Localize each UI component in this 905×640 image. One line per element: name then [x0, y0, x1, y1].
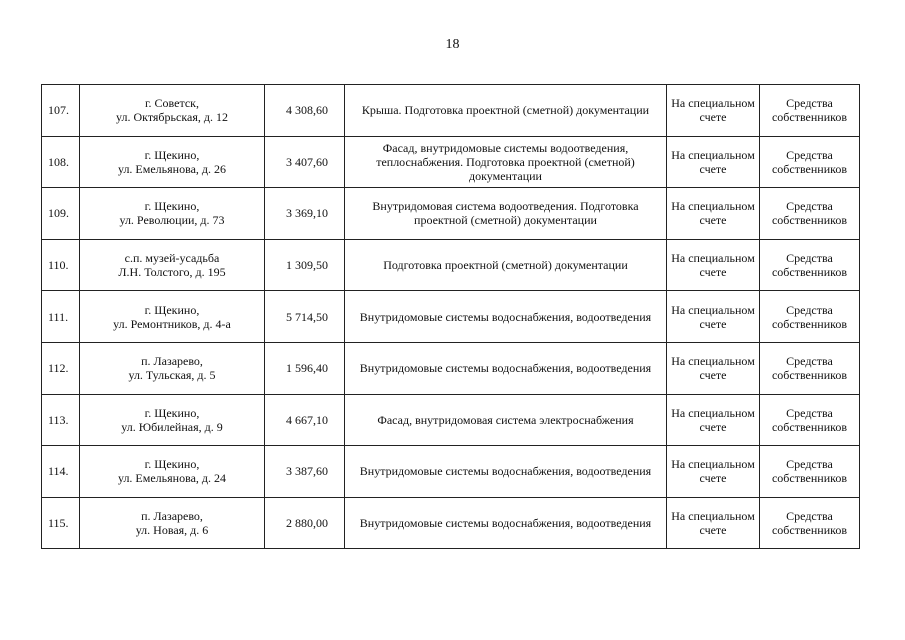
funding-source-cell: Средства собственников [760, 239, 860, 291]
funding-source-cell: Средства собственников [760, 85, 860, 137]
address-locality: г. Щекино, [144, 199, 200, 214]
works-cell: Фасад, внутридомовая система электроснабжения [345, 394, 667, 446]
address-street: ул. Революции, д. 73 [119, 213, 225, 228]
table-row [42, 342, 860, 394]
address-cell [80, 136, 265, 188]
funding-source-cell: Средства собственников [760, 291, 860, 343]
row-number: 108. [42, 136, 80, 188]
address-street: ул. Ремонтников, д. 4-а [113, 316, 231, 331]
address-locality: г. Щекино, [144, 457, 200, 472]
works-cell: Крыша. Подготовка проектной (сметной) документации [345, 85, 667, 137]
row-number: 109. [42, 188, 80, 240]
address-cell [80, 188, 265, 240]
address-street: ул. Юбилейная, д. 9 [121, 419, 223, 434]
address-locality: п. Лазарево, [141, 509, 203, 524]
table-row [42, 497, 860, 549]
address-locality: г. Советск, [144, 96, 200, 111]
address-cell [80, 446, 265, 498]
works-cell: Подготовка проектной (сметной) документации [345, 239, 667, 291]
address-street: ул. Новая, д. 6 [135, 523, 209, 538]
account-cell: На специальном счете [667, 188, 760, 240]
address-locality: г. Щекино, [144, 405, 200, 420]
area-cell: 1 596,40 [265, 342, 345, 394]
area-cell: 4 308,60 [265, 85, 345, 137]
funding-source-cell: Средства собственников [760, 446, 860, 498]
table-row [42, 188, 860, 240]
works-cell: Внутридомовые системы водоснабжения, водоотведения [345, 497, 667, 549]
works-cell: Внутридомовые системы водоснабжения, водоотведения [345, 342, 667, 394]
table-row [42, 136, 860, 188]
address-street: ул. Емельянова, д. 24 [117, 471, 227, 486]
table-row [42, 85, 860, 137]
works-cell: Фасад, внутридомовые системы водоотведения, теплоснабжения. Подготовка проектной (сметной) документации [345, 136, 667, 188]
funding-source-cell: Средства собственников [760, 394, 860, 446]
account-cell: На специальном счете [667, 342, 760, 394]
account-cell: На специальном счете [667, 446, 760, 498]
row-number: 111. [42, 291, 80, 343]
account-cell: На специальном счете [667, 136, 760, 188]
account-cell: На специальном счете [667, 394, 760, 446]
table-row [42, 446, 860, 498]
row-number: 107. [42, 85, 80, 137]
funding-source-cell: Средства собственников [760, 342, 860, 394]
area-cell: 3 407,60 [265, 136, 345, 188]
address-locality: с.п. музей-усадьба [124, 251, 220, 266]
area-cell: 3 369,10 [265, 188, 345, 240]
address-street: Л.Н. Толстого, д. 195 [118, 265, 226, 280]
address-locality: г. Щекино, [144, 147, 200, 162]
table-row [42, 239, 860, 291]
works-cell: Внутридомовая система водоотведения. Подготовка проектной (сметной) документации [345, 188, 667, 240]
address-cell [80, 342, 265, 394]
area-cell: 3 387,60 [265, 446, 345, 498]
funding-source-cell: Средства собственников [760, 497, 860, 549]
address-cell [80, 291, 265, 343]
account-cell: На специальном счете [667, 497, 760, 549]
works-cell: Внутридомовые системы водоснабжения, водоотведения [345, 291, 667, 343]
address-street: ул. Октябрьская, д. 12 [116, 110, 228, 125]
row-number: 112. [42, 342, 80, 394]
address-cell [80, 497, 265, 549]
funding-source-cell: Средства собственников [760, 136, 860, 188]
row-number: 114. [42, 446, 80, 498]
row-number: 113. [42, 394, 80, 446]
table-row [42, 291, 860, 343]
funding-source-cell: Средства собственников [760, 188, 860, 240]
address-locality: п. Лазарево, [141, 354, 203, 369]
account-cell: На специальном счете [667, 291, 760, 343]
page-number: 18 [445, 37, 460, 52]
address-street: ул. Емельянова, д. 26 [117, 161, 227, 176]
row-number: 110. [42, 239, 80, 291]
area-cell: 5 714,50 [265, 291, 345, 343]
address-cell [80, 85, 265, 137]
row-number: 115. [42, 497, 80, 549]
account-cell: На специальном счете [667, 239, 760, 291]
address-locality: г. Щекино, [144, 302, 200, 317]
registry-table [41, 84, 860, 549]
table-row [42, 394, 860, 446]
address-street: ул. Тульская, д. 5 [128, 368, 216, 383]
area-cell: 1 309,50 [265, 239, 345, 291]
area-cell: 4 667,10 [265, 394, 345, 446]
address-cell [80, 394, 265, 446]
address-cell [80, 239, 265, 291]
area-cell: 2 880,00 [265, 497, 345, 549]
account-cell: На специальном счете [667, 85, 760, 137]
works-cell: Внутридомовые системы водоснабжения, водоотведения [345, 446, 667, 498]
